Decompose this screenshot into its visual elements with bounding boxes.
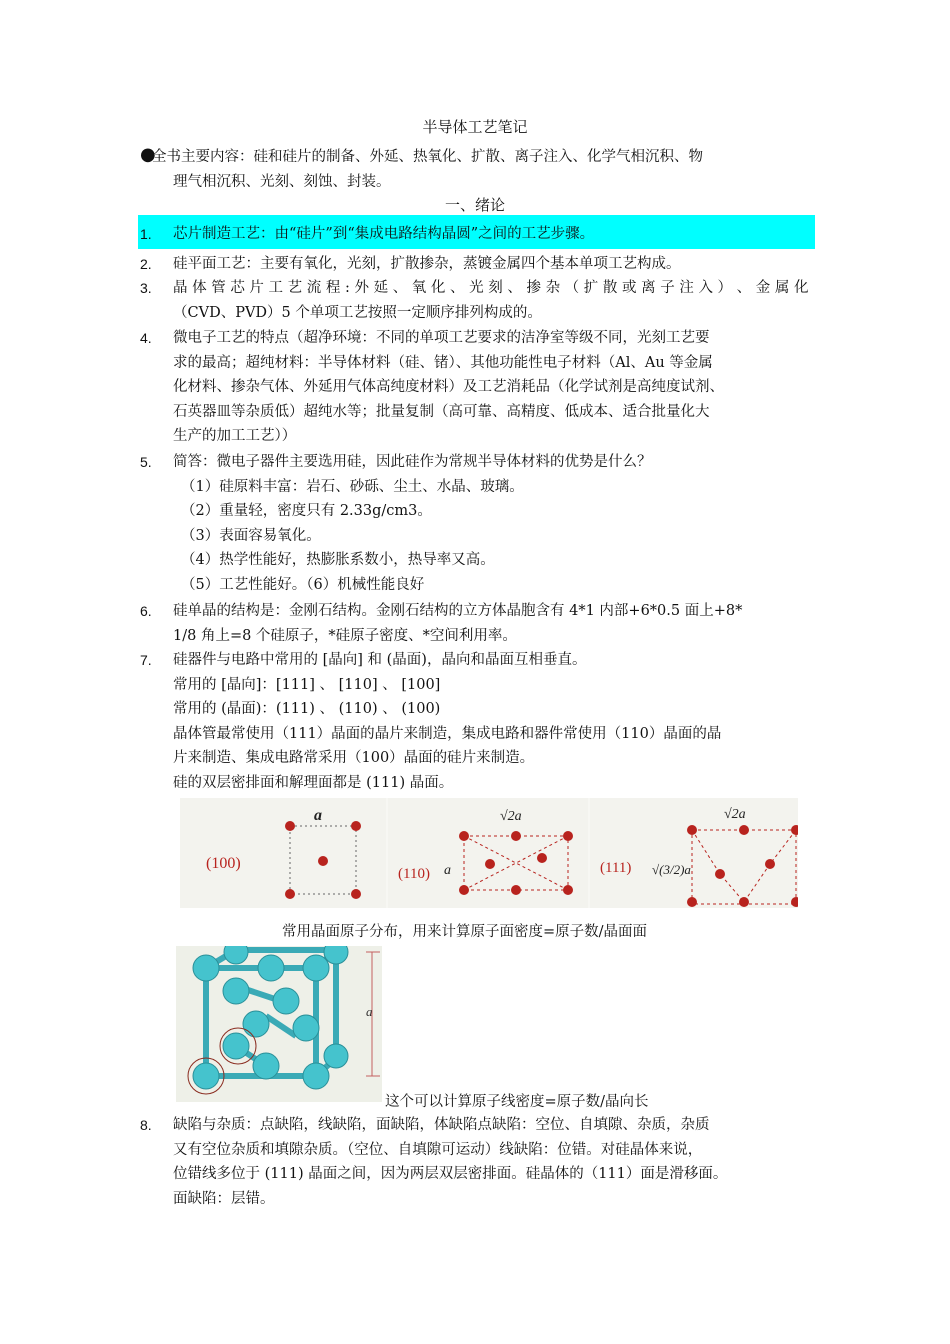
item-text: 求的最高；超纯材料：半导体材料（硅、锗）、其他功能性电子材料（Al、Au 等金属 xyxy=(173,354,713,371)
summary xyxy=(140,145,820,195)
list-item xyxy=(140,222,820,247)
list-item xyxy=(140,450,820,598)
item-text: 微电子工艺的特点（超净环境：不同的单项工艺要求的洁净室等级不同，光刻工艺要 xyxy=(173,330,710,346)
lattice-a-label: a xyxy=(366,1004,373,1019)
diamond-lattice-figure xyxy=(176,946,382,1102)
item-text: 晶体管最常使用（111）晶面的晶片来制造，集成电路和器件常使用（110）晶面的晶 xyxy=(173,725,722,742)
item-text: 芯片制造工艺：由“硅片”到“集成电路结构晶圆”之间的工艺步骤。 xyxy=(173,226,595,242)
item-number: 8. xyxy=(140,1117,152,1133)
item-text: 化材料、掺杂气体、外延用气体高纯度材料）及工艺消耗品（化学试剂是高纯度试剂、 xyxy=(173,379,724,396)
item-text: 位错线多位于 (111) 晶面之间，因为两层双层密排面。硅晶体的（111）面是滑移面。 xyxy=(173,1166,728,1183)
item-number: 4. xyxy=(140,330,152,346)
item-text: 硅平面工艺：主要有氧化，光刻，扩散掺杂，蒸镀金属四个基本单项工艺构成。 xyxy=(173,256,681,272)
sqrt2a-label: √2a xyxy=(724,807,746,822)
item-number: 5. xyxy=(140,454,152,470)
item-number: 1. xyxy=(140,226,152,242)
plane-label-111: (111) xyxy=(600,860,632,876)
item-number: 3. xyxy=(140,280,152,296)
figure-caption: 这个可以计算原子线密度=原子数/晶向长 xyxy=(385,1094,649,1110)
sub-item: （2）重量轻，密度只有 2.33g/cm3。 xyxy=(181,503,432,520)
item-text: 面缺陷：层错。 xyxy=(173,1190,275,1207)
item-text: 常用的 [晶向]：[111] 、 [110] 、 [100] xyxy=(173,676,441,693)
item-text: （CVD、PVD）5 个单项工艺按照一定顺序排列构成的。 xyxy=(173,304,542,321)
item-text: 又有空位杂质和填隙杂质。（空位、自填隙可运动）线缺陷：位错。对硅晶体来说， xyxy=(173,1141,703,1158)
item-text: 1/8 角上=8 个硅原子，*硅原子密度、*空间利用率。 xyxy=(173,627,517,644)
sub-item: （3）表面容易氧化。 xyxy=(181,527,321,544)
item-text: 硅的双层密排面和解理面都是 (111) 晶面。 xyxy=(173,774,454,791)
item-number: 7. xyxy=(140,652,152,668)
plane-label-100: (100) xyxy=(206,855,241,872)
section-heading: 一、绪论 xyxy=(444,196,505,214)
item-number: 2. xyxy=(140,256,152,272)
list-item xyxy=(140,599,820,648)
sub-item: （4）热学性能好，热膨胀系数小，热导率又高。 xyxy=(181,552,495,569)
sqrt32a-label: √(3/2)a xyxy=(652,862,691,877)
plane-label-110: (110) xyxy=(398,866,430,882)
item-text: 常用的 (晶面)：(111) 、 (110) 、 (100) xyxy=(173,701,441,718)
item-text: 简答：微电子器件主要选用硅，因此硅作为常规半导体材料的优势是什么？ xyxy=(173,454,652,470)
sub-item: （5）工艺性能好。（6）机械性能良好 xyxy=(181,576,425,593)
list-item xyxy=(140,326,820,449)
item-text: 晶 体 管 芯 片 工 艺 流 程 : 外 延 、 氧 化 、 光 刻 、 掺 杂 （ 扩 散 或 离 子 注 入 ） 、 金 属 化 xyxy=(173,280,809,296)
item-text: 片来制造、集成电路常采用（100）晶面的硅片来制造。 xyxy=(173,750,535,767)
summary-line-2: 理气相沉积、光刻、刻蚀、封装。 xyxy=(173,174,391,190)
item-number: 6. xyxy=(140,603,152,619)
item-text: 硅器件与电路中常用的 [晶向] 和 (晶面)，晶向和晶面互相垂直。 xyxy=(173,652,587,668)
sub-item: （1）硅原料丰富：岩石、砂砾、尘土、水晶、玻璃。 xyxy=(181,478,524,495)
lattice-a-label: a xyxy=(314,807,322,824)
list-item xyxy=(140,648,820,796)
bullet-icon: ● xyxy=(140,144,156,165)
lattice-a-label: a xyxy=(444,863,451,878)
figure-caption: 常用晶面原子分布，用来计算原子面密度=原子数/晶面面 xyxy=(282,924,648,940)
list-item xyxy=(140,276,820,325)
item-text: 硅单晶的结构是：金刚石结构。金刚石结构的立方体晶胞含有 4*1 内部+6*0.5 面上+8* xyxy=(173,603,743,619)
item-text: 缺陷与杂质：点缺陷，线缺陷，面缺陷，体缺陷点缺陷：空位、自填隙、杂质，杂质 xyxy=(173,1117,710,1133)
doc-title: 半导体工艺笔记 xyxy=(422,118,528,136)
crystal-planes-figure xyxy=(180,798,798,908)
summary-line-1: 全书主要内容：硅和硅片的制备、外延、热氧化、扩散、离子注入、化学气相沉积、物 xyxy=(152,149,703,165)
sqrt2a-label: √2a xyxy=(500,809,522,824)
list-item xyxy=(140,1113,820,1211)
list-item xyxy=(140,252,820,277)
item-text: 石英器皿等杂质低）超纯水等；批量复制（高可靠、高精度、低成本、适合批量化大 xyxy=(173,403,710,420)
item-text: 生产的加工工艺）） xyxy=(173,428,297,445)
